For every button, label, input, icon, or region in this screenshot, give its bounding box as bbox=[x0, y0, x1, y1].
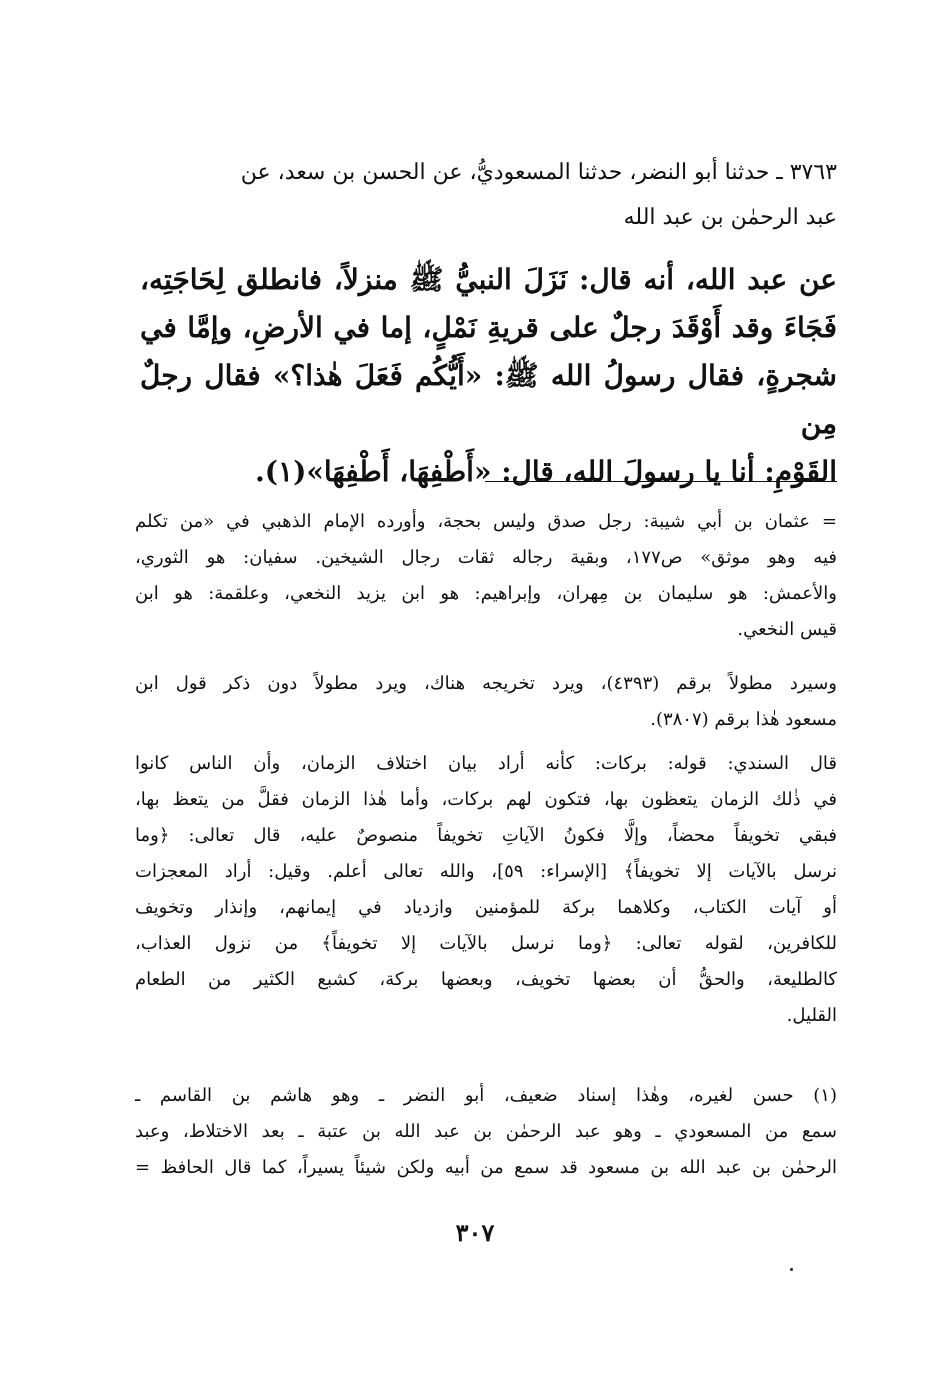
footnote-1 bbox=[135, 1078, 837, 1186]
footnote-cross-reference bbox=[135, 666, 837, 738]
footnote-continuation bbox=[135, 504, 837, 648]
page-number: ٣٠٧ bbox=[455, 1218, 495, 1247]
footnote-line: فبقي تخويفاً محضاً، وإلَّا فكونُ الآياتِ تخويفاً منصوصٌ عليه، قال تعالى: ﴿وما bbox=[135, 825, 837, 846]
isnad-line: ٣٧٦٣ ـ حدثنا أبو النضر، حدثنا المسعوديُّ، عن الحسن بن سعد، عن bbox=[240, 160, 837, 185]
footnote-line: (١) حسن لغيره، وهٰذا إسناد ضعيف، أبو النضر ـ وهو هاشم بن القاسم ـ bbox=[135, 1085, 837, 1106]
footnote-line: نرسل بالآيات إلا تخويفاً﴾ [الإسراء: ٥٩]، والله تعالى أعلم. وقيل: أراد المعجزات bbox=[135, 861, 837, 882]
footnote-separator bbox=[485, 481, 837, 482]
footnote-line: = عثمان بن أبي شيبة: رجل صدق وليس بحجة، وأورده الإمام الذهبي في «من تكلم bbox=[135, 511, 837, 532]
footnote-line: وسيرد مطولاً برقم (٤٣٩٣)، ويرد تخريجه هناك، ويرد مطولاً دون ذكر قول ابن bbox=[135, 673, 837, 694]
hadith-line: شجرةٍ، فقال رسولُ الله ﷺ: «أَيُّكُم فَعَلَ هٰذا؟» فقال رجلٌ مِن bbox=[140, 359, 837, 440]
hadith-line: عن عبد الله، أنه قال: نَزَلَ النبيُّ ﷺ منزلاً، فانطلق لِحَاجَتِه، bbox=[140, 263, 837, 296]
hadith-isnad bbox=[140, 150, 837, 240]
hadith-line: فَجَاءَ وقد أَوْقَدَ رجلٌ على قريةِ نَمْلٍ، إما في الأرضِ، وإمَّا في bbox=[140, 311, 837, 344]
footnote-line: القليل. bbox=[786, 1005, 837, 1026]
footnote-line: مسعود هٰذا برقم (٣٨٠٧). bbox=[650, 709, 837, 730]
footnote-line: والأعمش: هو سليمان بن مِهران، وإبراهيم: هو ابن يزيد النخعي، وعلقمة: هو ابن bbox=[135, 583, 837, 604]
print-speck bbox=[790, 1268, 793, 1271]
footnote-line: قال السندي: قوله: بركات: كأنه أراد بيان اختلاف الزمان، وأن الناس كانوا bbox=[135, 753, 837, 774]
footnote-sindi-commentary bbox=[135, 746, 837, 1034]
isnad-line: عبد الرحمٰن بن عبد الله bbox=[623, 205, 837, 230]
footnote-line: كالطليعة، والحقُّ أن بعضها تخويف، وبعضها بركة، كشبع الكثير من الطعام bbox=[135, 969, 837, 990]
footnote-line: سمع من المسعودي ـ وهو عبد الرحمٰن بن عبد الله بن عتبة ـ بعد الاختلاط، وعبد bbox=[135, 1121, 837, 1142]
hadith-line: القَوْمِ: أنا يا رسولَ الله، قال: «أَطْفِهَا، أَطْفِهَا»(١). bbox=[255, 455, 837, 488]
footnote-line: في ذٰلك الزمان يتعظون بها، فتكون لهم بركات، وأما هٰذا الزمان فقلَّ من يتعظ بها، bbox=[135, 789, 837, 810]
footnote-line: الرحمٰن بن عبد الله بن مسعود قد سمع من أبيه ولكن شيئاً يسيراً، كما قال الحافظ = bbox=[135, 1157, 837, 1178]
hadith-matn bbox=[140, 256, 837, 496]
footnote-line: قيس النخعي. bbox=[737, 619, 837, 640]
footnote-line: للكافرين، لقوله تعالى: ﴿وما نرسل بالآيات إلا تخويفاً﴾ من نزول العذاب، bbox=[135, 933, 837, 954]
footnote-line: أو آيات الكتاب، وكلاهما بركة للمؤمنين وازدياد في إيمانهم، وإنذار وتخويف bbox=[135, 897, 837, 918]
footnote-line: فيه وهو موثق» ص١٧٧، وبقية رجاله ثقات رجال الشيخين. سفيان: هو الثوري، bbox=[135, 547, 837, 568]
